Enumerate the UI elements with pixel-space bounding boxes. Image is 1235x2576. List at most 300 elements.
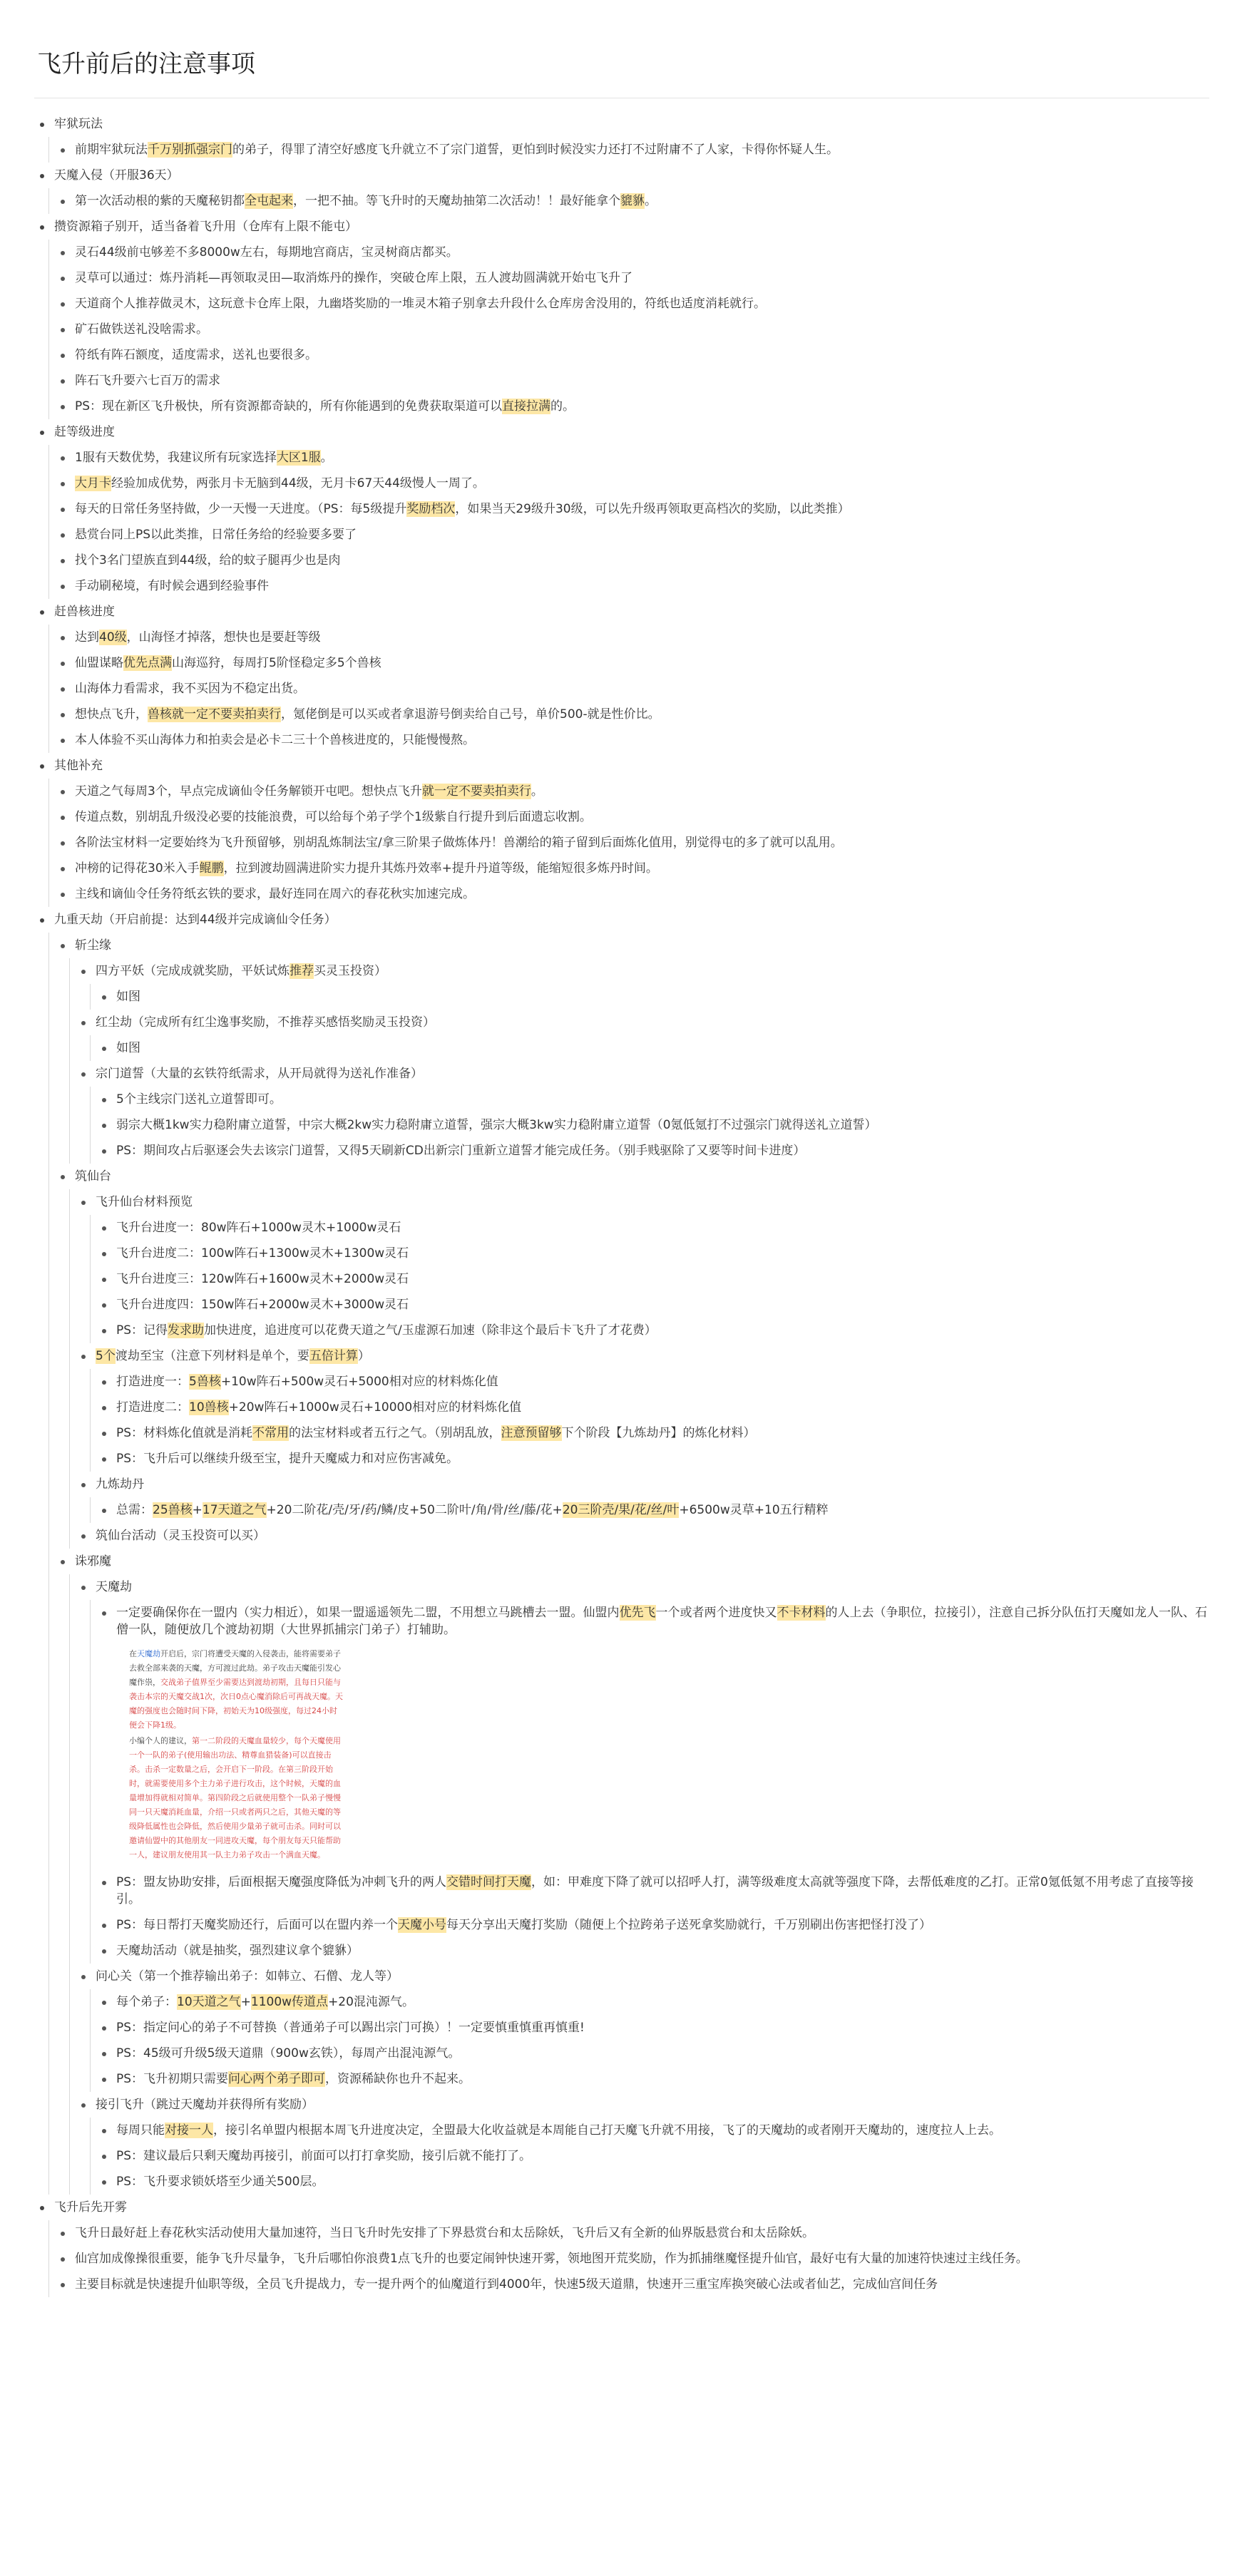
- highlighted-text: 千万别抓强宗门: [148, 143, 232, 157]
- list-item: [75, 496, 1209, 522]
- text-run: 想快点飞升，: [75, 707, 148, 722]
- highlighted-text: 五倍计算: [309, 1349, 358, 1363]
- text-run: 筑仙台: [75, 1169, 111, 1184]
- section-list: [48, 933, 1209, 2195]
- subsection-list: [90, 1600, 1209, 1964]
- list-item-text: [116, 2041, 1209, 2066]
- note-text-run: 在: [129, 1649, 137, 1658]
- highlighted-text: 40级: [99, 630, 127, 645]
- text-run: 。: [531, 784, 543, 799]
- chapter-item: [75, 933, 1209, 1164]
- subsection-list: [90, 1035, 1209, 1061]
- list-item: [75, 240, 1209, 265]
- list-item-text: [116, 1869, 1209, 1912]
- list-item: [75, 2272, 1209, 2297]
- text-run: 传道点数，别胡乱升级没必要的技能浪费，可以给每个弟子学个1级紫自行提升到后面遗忘收割。: [75, 810, 592, 824]
- text-run: 的。: [550, 399, 575, 414]
- text-run: +6500w灵草+10五行精粹: [679, 1503, 829, 1517]
- list-item: [75, 625, 1209, 650]
- subsection-list: [90, 1369, 1209, 1472]
- highlighted-text: 25兽核: [153, 1503, 193, 1517]
- list-item: [116, 2066, 1209, 2092]
- text-run: 的弟子，得罪了清空好感度飞升就立不了宗门道誓，更怕到时候没实力还打不过附庸不了人家，卡得你怀疑人生。: [232, 143, 839, 157]
- list-item: [75, 291, 1209, 317]
- highlighted-text: 优先点满: [123, 656, 172, 670]
- section-item: [54, 2195, 1209, 2297]
- text-run: 飞升台进度二：100w阵石+1300w灵木+1300w灵石: [116, 1246, 409, 1261]
- text-run: 经验加成优势，两张月卡无脑到44级，无月卡67天44级慢人一周了。: [111, 476, 485, 491]
- text-run: 阵石飞升要六七百万的需求: [75, 374, 220, 388]
- highlighted-text: 20三阶壳/果/花/丝/叶: [562, 1503, 680, 1517]
- list-item-text: [75, 368, 1209, 394]
- section-title: [54, 599, 1209, 625]
- list-item-text: [75, 317, 1209, 342]
- text-run: 飞升后先开雾: [54, 2200, 127, 2215]
- note-text-run: 天魔劫: [137, 1649, 160, 1658]
- subsection-list: [90, 984, 1209, 1010]
- list-item-text: [75, 804, 1209, 830]
- list-item: [116, 1087, 1209, 1112]
- highlighted-text: 天魔小号: [398, 1918, 447, 1932]
- list-item-text: [116, 1600, 1209, 1643]
- section-list: [48, 2220, 1209, 2297]
- list-item: [116, 2143, 1209, 2169]
- highlighted-text: 全屯起来: [245, 194, 293, 208]
- text-run: 牢狱玩法: [54, 117, 103, 131]
- text-run: 一个或者两个进度快又: [655, 1606, 777, 1620]
- chapter-title: [75, 1549, 1209, 1574]
- list-item: [116, 1241, 1209, 1266]
- list-item: [116, 1938, 1209, 1964]
- list-item: [116, 2169, 1209, 2195]
- list-item-text: [116, 1912, 1209, 1938]
- highlighted-text: 大区1服: [276, 451, 321, 465]
- list-item-text: [75, 830, 1209, 856]
- list-item-text: [116, 2169, 1209, 2195]
- text-run: 第一次活动根的紫的天魔秘钥都: [75, 194, 245, 208]
- list-item: [116, 1600, 1209, 1862]
- text-run: 下个阶段【九炼劫丹】的炼化材料）: [561, 1426, 756, 1440]
- list-item: [75, 368, 1209, 394]
- list-item-text: [116, 2066, 1209, 2092]
- text-run: 每周只能: [116, 2123, 165, 2138]
- section-title: [54, 753, 1209, 779]
- subsection-item: [96, 1964, 1209, 2092]
- list-item: [75, 394, 1209, 419]
- text-run: 天魔劫活动（就是抽奖，强烈建议拿个貔貅）: [116, 1944, 359, 1958]
- subsection-list: [90, 1087, 1209, 1164]
- section-title: [54, 419, 1209, 445]
- list-item: [75, 2220, 1209, 2246]
- section-title: [54, 2195, 1209, 2220]
- list-item-text: [116, 1318, 1209, 1343]
- subsection-list: [90, 1497, 1209, 1523]
- list-item-text: [75, 471, 1209, 496]
- list-item-text: [75, 650, 1209, 676]
- text-run: 弱宗大概1kw实力稳附庸立道誓，中宗大概2kw实力稳附庸立道誓，强宗大概3kw实力稳附庸立道誓（0氪低氪打不过强宗门就得送礼立道誓）: [116, 1118, 877, 1132]
- list-item-text: [75, 496, 1209, 522]
- highlighted-text: 优先飞: [619, 1606, 656, 1620]
- list-item-text: [116, 1292, 1209, 1318]
- section-item: [54, 907, 1209, 2195]
- note-paragraph: [129, 1647, 343, 1733]
- section-item: [54, 419, 1209, 599]
- highlighted-text: 貔貅: [620, 194, 645, 208]
- section-title: [54, 907, 1209, 933]
- list-item: [116, 1318, 1209, 1343]
- list-item: [116, 2118, 1209, 2143]
- text-run: ，氪佬倒是可以买或者拿退游号倒卖给自己号，单价500-就是性价比。: [281, 707, 660, 722]
- text-run: 山海巡狩，每周打5阶怪稳定多5个兽核: [172, 656, 381, 670]
- chapter-list: [69, 1574, 1209, 2195]
- page-title: 飞升前后的注意事项: [37, 50, 255, 78]
- subsection-list: [90, 1215, 1209, 1343]
- text-run: 飞升台进度三：120w阵石+1600w灵木+2000w灵石: [116, 1272, 409, 1286]
- list-item-text: [75, 137, 1209, 163]
- list-item: [116, 1112, 1209, 1138]
- chapter-list: [69, 1189, 1209, 1549]
- highlighted-text: 10兽核: [189, 1400, 229, 1415]
- list-item: [75, 676, 1209, 702]
- text-run: ，山海怪才掉落，想快也是要赶等级: [126, 630, 321, 645]
- list-item-text: [75, 445, 1209, 471]
- text-run: 冲榜的记得花30米入手: [75, 861, 200, 876]
- text-run: 如图: [116, 1041, 140, 1055]
- list-item-text: [75, 779, 1209, 804]
- list-item: [116, 1138, 1209, 1164]
- text-run: 斩尘缘: [75, 938, 111, 953]
- list-item-text: [116, 2143, 1209, 2169]
- list-item-text: [75, 702, 1209, 727]
- subsection-item: [96, 2092, 1209, 2195]
- list-item-text: [75, 881, 1209, 907]
- list-item: [116, 1395, 1209, 1420]
- list-item-text: [75, 573, 1209, 599]
- list-item: [116, 1420, 1209, 1446]
- highlighted-text: 推荐: [289, 964, 314, 978]
- text-run: PS：现在新区飞升极快，所有资源都奇缺的，所有你能遇到的免费获取渠道可以: [75, 399, 503, 414]
- text-run: 加快进度，追进度可以花费天道之气/玉虚源石加速（除非这个最后卡飞升了才花费）: [204, 1323, 657, 1338]
- text-run: 一定要确保你在一盟内（实力相近），如果一盟遥遥领先二盟，不用想立马跳槽去一盟。仙盟内: [116, 1606, 620, 1620]
- list-item-text: [75, 188, 1209, 214]
- list-item-text: [116, 1035, 1209, 1061]
- text-run: +: [192, 1503, 203, 1517]
- highlighted-text: 问心两个弟子即可: [228, 2072, 326, 2086]
- text-run: 。: [320, 451, 333, 465]
- text-run: ，资源稀缺你也升不起来。: [325, 2072, 471, 2086]
- text-run: 主要目标就是快速提升仙职等级，全员飞升提战力，专一提升两个的仙魔道行到4000年，快速5级天道鼎，快速开三重宝库换突破心法或者仙艺，完成仙宫间任务: [75, 2277, 938, 2292]
- subsection-title: [96, 1189, 1209, 1215]
- text-run: ，接引名单盟内根据本周飞升进度决定，全盟最大化收益就是本周能自己打天魔飞升就不用接，飞了的天魔劫的或者刚开天魔劫的，速度拉人上去。: [213, 2123, 1001, 2138]
- highlighted-text: 不常用: [252, 1426, 289, 1440]
- subsection-title: [96, 2092, 1209, 2118]
- list-item: [75, 2246, 1209, 2272]
- list-item: [116, 1369, 1209, 1395]
- text-run: 的法宝材料或者五行之气。（别胡乱放，: [289, 1426, 501, 1440]
- list-item-text: [75, 548, 1209, 573]
- chapter-title: [75, 1164, 1209, 1189]
- list-item: [116, 2015, 1209, 2041]
- list-item: [75, 650, 1209, 676]
- highlighted-text: 5个: [96, 1349, 116, 1363]
- subsection-title: [96, 1010, 1209, 1035]
- list-item-text: [116, 984, 1209, 1010]
- list-item: [75, 573, 1209, 599]
- list-item-text: [116, 1395, 1209, 1420]
- list-item-text: [75, 727, 1209, 753]
- list-item-text: [75, 625, 1209, 650]
- list-item-text: [75, 394, 1209, 419]
- list-item: [75, 265, 1209, 291]
- text-run: 四方平妖（完成成就奖励，平妖试炼: [96, 964, 289, 978]
- text-run: PS：材料炼化值就是消耗: [116, 1426, 253, 1440]
- note-paragraph: [129, 1734, 343, 1862]
- highlighted-text: 5兽核: [189, 1375, 221, 1389]
- text-run: 飞升仙台材料预览: [96, 1195, 193, 1209]
- text-run: PS：飞升要求锁妖塔至少通关500层。: [116, 2175, 324, 2189]
- highlighted-text: 对接一人: [165, 2123, 213, 2138]
- list-item-text: [75, 522, 1209, 548]
- list-item: [75, 727, 1209, 753]
- list-item: [75, 881, 1209, 907]
- list-item: [116, 1497, 1209, 1523]
- list-item: [75, 445, 1209, 471]
- list-item: [75, 522, 1209, 548]
- section-item: [54, 111, 1209, 163]
- list-item: [116, 1215, 1209, 1241]
- subsection-item: [96, 1523, 1209, 1549]
- list-item: [116, 1292, 1209, 1318]
- list-item: [75, 137, 1209, 163]
- list-item: [116, 984, 1209, 1010]
- text-run: 打造进度二：: [116, 1400, 189, 1415]
- note-text-run: 开启后，宗门将遭受天魔的入侵袭击，能将需要弟子去救全部来袭的天魔，方可渡过此劫。弟子攻击天魔能引发心魔作祟，: [129, 1649, 341, 1687]
- highlighted-text: 交错时间打天魔: [446, 1875, 532, 1889]
- list-item: [75, 804, 1209, 830]
- text-run: 打造进度一：: [116, 1375, 189, 1389]
- text-run: +20二阶花/壳/牙/药/鳞/皮+50二阶叶/角/骨/丝/藤/花+: [266, 1503, 563, 1517]
- text-run: 宗门道誓（大量的玄铁符纸需求，从开局就得为送礼作准备）: [96, 1067, 423, 1081]
- text-run: PS：期间攻占后驱逐会失去该宗门道誓，又得5天刷新CD出新宗门重新立道誓才能完成任务。（别手贱驱除了又要等时间卡进度）: [116, 1144, 806, 1158]
- chapter-list: [69, 958, 1209, 1164]
- highlighted-text: 鲲鹏: [199, 861, 224, 876]
- list-item-text: [116, 1369, 1209, 1395]
- list-item-text: [75, 265, 1209, 291]
- text-run: ，如：甲难度下降了就可以招呼人打，满等级难度太高就等强度下降，去帮低难度的乙打。正常0氪低氪不用考虑了直接等接引。: [116, 1875, 1194, 1907]
- list-item-text: [116, 1215, 1209, 1241]
- text-run: PS：记得: [116, 1323, 168, 1338]
- text-run: 赶等级进度: [54, 425, 115, 439]
- outline-list: [34, 111, 1209, 2297]
- section-list: [48, 625, 1209, 753]
- text-run: 各阶法宝材料一定要始终为飞升预留够，别胡乱炼制法宝/拿三阶果子做炼体丹！兽潮给的箱子留到后面炼化值用，别觉得屯的多了就可以乱用。: [75, 836, 843, 850]
- text-run: 每天的日常任务坚持做，少一天慢一天进度。（PS：每5级提升: [75, 502, 407, 516]
- list-item-text: [75, 2220, 1209, 2246]
- list-item-text: [75, 342, 1209, 368]
- text-run: PS：指定问心的弟子不可替换（普通弟子可以踢出宗门可换）！一定要慎重慎重再慎重!: [116, 2021, 585, 2035]
- list-item-text: [116, 1989, 1209, 2015]
- subsection-item: [96, 1061, 1209, 1164]
- text-run: 飞升台进度四：150w阵石+2000w灵木+3000w灵石: [116, 1298, 409, 1312]
- section-item: [54, 163, 1209, 214]
- subsection-list: [90, 1989, 1209, 2092]
- text-run: 达到: [75, 630, 99, 645]
- text-run: ，如果当天29级升30级，可以先升级再领取更高档次的奖励，以此类推）: [455, 502, 850, 516]
- highlighted-text: 1100w传道点: [250, 1995, 329, 2009]
- list-item: [116, 1989, 1209, 2015]
- highlighted-text: 10天道之气: [177, 1995, 241, 2009]
- section-list: [48, 779, 1209, 907]
- chapter-item: [75, 1164, 1209, 1549]
- text-run: 天魔入侵（开服36天）: [54, 168, 179, 183]
- text-run: 每个弟子：: [116, 1995, 177, 2009]
- subsection-title: [96, 958, 1209, 984]
- section-title: [54, 214, 1209, 240]
- list-item: [116, 1446, 1209, 1472]
- text-run: 接引飞升（跳过天魔劫并获得所有奖励）: [96, 2098, 314, 2112]
- list-item-text: [75, 291, 1209, 317]
- text-run: 筑仙台活动（灵玉投资可以买）: [96, 1529, 265, 1543]
- text-run: PS：建议最后只剩天魔劫再接引，前面可以打打拿奖励，接引后就不能打了。: [116, 2149, 532, 2163]
- subsection-item: [96, 1343, 1209, 1472]
- highlighted-text: 17天道之气: [202, 1503, 267, 1517]
- text-run: 飞升台进度一：80w阵石+1000w灵木+1000w灵石: [116, 1221, 401, 1235]
- text-run: +20w阵石+1000w灵石+10000相对应的材料炼化值: [228, 1400, 522, 1415]
- text-run: 前期牢狱玩法: [75, 143, 148, 157]
- text-run: 仙宫加成像操很重要，能争飞升尽量争，飞升后哪怕你浪费1点飞升的也要定闹钟快速开雾，领地图开荒奖励，作为抓捕继魔怪提升仙官，最好屯有大量的加速符快速过主线任务。: [75, 2252, 1028, 2266]
- text-run: 1服有天数优势，我建议所有玩家选择: [75, 451, 277, 465]
- list-item-text: [75, 2246, 1209, 2272]
- highlighted-text: 就一定不要卖拍卖行: [421, 784, 531, 799]
- section-item: [54, 214, 1209, 419]
- section-list: [48, 240, 1209, 419]
- chapter-item: [75, 1549, 1209, 2195]
- list-item-text: [116, 1138, 1209, 1164]
- note-text-run: 交战弟子值界至少需要达到渡劫初期，且每日只能与袭击本宗的天魔交战1次，次日0点心魔消除后可再战天魔。天魔的强度也会随时间下降，初始天为10级强度，每过24小时便会下降1级。: [129, 1678, 343, 1730]
- list-item: [75, 702, 1209, 727]
- text-run: 问心关（第一个推荐输出弟子：如韩立、石僧、龙人等）: [96, 1969, 399, 1984]
- section-item: [54, 753, 1209, 907]
- text-run: PS：飞升初期只需要: [116, 2072, 229, 2086]
- list-item-text: [116, 2118, 1209, 2143]
- list-item-text: [116, 1446, 1209, 1472]
- text-run: 天魔劫: [96, 1580, 132, 1594]
- text-run: 矿石做铁送礼没啥需求。: [75, 322, 208, 337]
- text-run: 赶兽核进度: [54, 605, 115, 619]
- embedded-note-image: [129, 1647, 343, 1862]
- note-text-run: 第一二阶段的天魔血量较少，每个天魔使用一个一队的弟子(使用输出功法、精尊血猎装备)可以直接击杀。击杀一定数量之后，会开启下一阶段。在第三阶段开始时，就需要使用多个主力弟子进行攻击，这个时候，天魔的血量增加得就相对简单。第四阶段之后就使用整个一队弟子慢慢同一只天魔消耗血量，介绍一只或者两只之后，其他天魔的等级降低属性也会降低，然后使用少量弟子就可击杀。同时可以邀请仙盟中的其他朋友一同进攻天魔，每个朋友每天只能帮助一人，建议朋友使用其一队主力弟子攻击一个满血天魔。: [129, 1736, 341, 1859]
- subsection-item: [96, 1010, 1209, 1061]
- text-run: ）: [357, 1349, 370, 1363]
- list-item-text: [116, 1112, 1209, 1138]
- subsection-item: [96, 958, 1209, 1010]
- text-run: PS：每日帮打天魔奖励还行，后面可以在盟内养一个: [116, 1918, 399, 1932]
- text-run: 天道商个人推荐做灵木，这玩意卡仓库上限，九幽塔奖励的一堆灵木箱子别拿去升段什么仓库房舍没用的，符纸也适度消耗就行。: [75, 297, 766, 311]
- section-item: [54, 599, 1209, 753]
- text-run: 攒资源箱子别开，适当备着飞升用（仓库有上限不能屯）: [54, 220, 357, 234]
- text-run: +10w阵石+500w灵石+5000相对应的材料炼化值: [220, 1375, 498, 1389]
- list-item: [116, 1035, 1209, 1061]
- highlighted-text: 不卡材料: [777, 1606, 826, 1620]
- chapter-title: [75, 933, 1209, 958]
- text-run: ，拉到渡劫圆满进阶实力提升其炼丹效率+提升丹道等级，能缩短很多炼丹时间。: [223, 861, 658, 876]
- text-run: ，一把不抽。等飞升时的天魔劫抽第二次活动！！最好能拿个: [293, 194, 620, 208]
- list-item: [75, 471, 1209, 496]
- highlighted-text: 兽核就一定不要卖拍卖行: [148, 707, 281, 722]
- text-run: 主线和谪仙令任务符纸玄铁的要求，最好连同在周六的春花秋实加速完成。: [75, 887, 475, 901]
- list-item-text: [116, 1241, 1209, 1266]
- list-item-text: [116, 1938, 1209, 1964]
- list-item: [75, 342, 1209, 368]
- list-item-text: [75, 856, 1209, 881]
- highlighted-text: 直接拉满: [502, 399, 551, 414]
- list-item-text: [75, 676, 1209, 702]
- text-run: 买灵玉投资）: [314, 964, 386, 978]
- note-text-run: 小编个人的建议，: [129, 1736, 192, 1745]
- subsection-title: [96, 1523, 1209, 1549]
- text-run: 本人体验不买山海体力和拍卖会是必卡二三十个兽核进度的，只能慢慢熬。: [75, 733, 475, 747]
- text-run: PS：飞升后可以继续升级至宝，提升天魔威力和对应伤害减免。: [116, 1452, 459, 1466]
- subsection-title: [96, 1574, 1209, 1600]
- text-run: 九重天劫（开启前提：达到44级并完成谪仙令任务）: [54, 913, 337, 927]
- text-run: 灵草可以通过：炼丹消耗—再领取灵田—取消炼丹的操作，突破仓库上限，五人渡劫圆满就开始屯飞升了: [75, 271, 632, 285]
- subsection-item: [96, 1472, 1209, 1523]
- highlighted-text: 发求助: [168, 1323, 205, 1338]
- list-item: [75, 548, 1209, 573]
- text-run: 仙盟谋略: [75, 656, 123, 670]
- list-item: [75, 188, 1209, 214]
- subsection-title: [96, 1343, 1209, 1369]
- text-run: 诛邪魔: [75, 1554, 111, 1569]
- text-run: 找个3名门望族直到44级，给的蚊子腿再少也是肉: [75, 553, 341, 568]
- text-run: 天道之气每周3个，早点完成谪仙令任务解锁开屯吧。想快点飞升: [75, 784, 422, 799]
- list-item: [116, 1266, 1209, 1292]
- list-item: [116, 1869, 1209, 1912]
- text-run: 红尘劫（完成所有红尘逸事奖励，不推荐买感悟奖励灵玉投资）: [96, 1015, 435, 1030]
- list-item-text: [116, 1266, 1209, 1292]
- list-item-text: [75, 240, 1209, 265]
- text-run: 渡劫至宝（注意下列材料是单个，要: [115, 1349, 309, 1363]
- text-run: 5个主线宗门送礼立道誓即可。: [116, 1092, 282, 1107]
- text-run: 总需：: [116, 1503, 153, 1517]
- text-run: PS：45级可升级5级天道鼎（900w玄铁），每周产出混沌源气。: [116, 2046, 461, 2061]
- text-run: 其他补充: [54, 759, 103, 773]
- list-item: [116, 1912, 1209, 1938]
- section-list: [48, 188, 1209, 214]
- text-run: 飞升日最好赶上春花秋实活动使用大量加速符，当日飞升时先安排了下界悬赏台和太岳除妖，飞升后又有全新的仙界版悬赏台和太岳除妖。: [75, 2226, 814, 2240]
- list-item: [75, 830, 1209, 856]
- text-run: +20混沌源气。: [328, 1995, 414, 2009]
- text-run: 山海体力看需求，我不买因为不稳定出货。: [75, 682, 305, 696]
- list-item-text: [116, 2015, 1209, 2041]
- text-run: 手动刷秘境，有时候会遇到经验事件: [75, 579, 269, 593]
- section-list: [48, 137, 1209, 163]
- text-run: 如图: [116, 990, 140, 1004]
- section-title: [54, 111, 1209, 137]
- section-list: [48, 445, 1209, 599]
- text-run: +: [240, 1995, 251, 2009]
- subsection-item: [96, 1189, 1209, 1343]
- text-run: 符纸有阵石额度，适度需求，送礼也要很多。: [75, 348, 317, 362]
- list-item: [75, 856, 1209, 881]
- text-run: 每天分享出天魔打奖励（随便上个拉跨弟子送死拿奖励就行，千万别刷出伤害把怪打没了）: [446, 1918, 932, 1932]
- highlighted-text: 大月卡: [75, 476, 111, 491]
- list-item-text: [116, 1087, 1209, 1112]
- subsection-title: [96, 1964, 1209, 1989]
- highlighted-text: 奖励档次: [406, 502, 456, 516]
- text-run: 的人上去（争职位，拉接引），注意自己拆分队伍打天魔如龙人一队、石僧一队，随便放几个渡劫初期（大世界抓捕宗门弟子）打辅助。: [116, 1606, 1207, 1637]
- list-item: [75, 317, 1209, 342]
